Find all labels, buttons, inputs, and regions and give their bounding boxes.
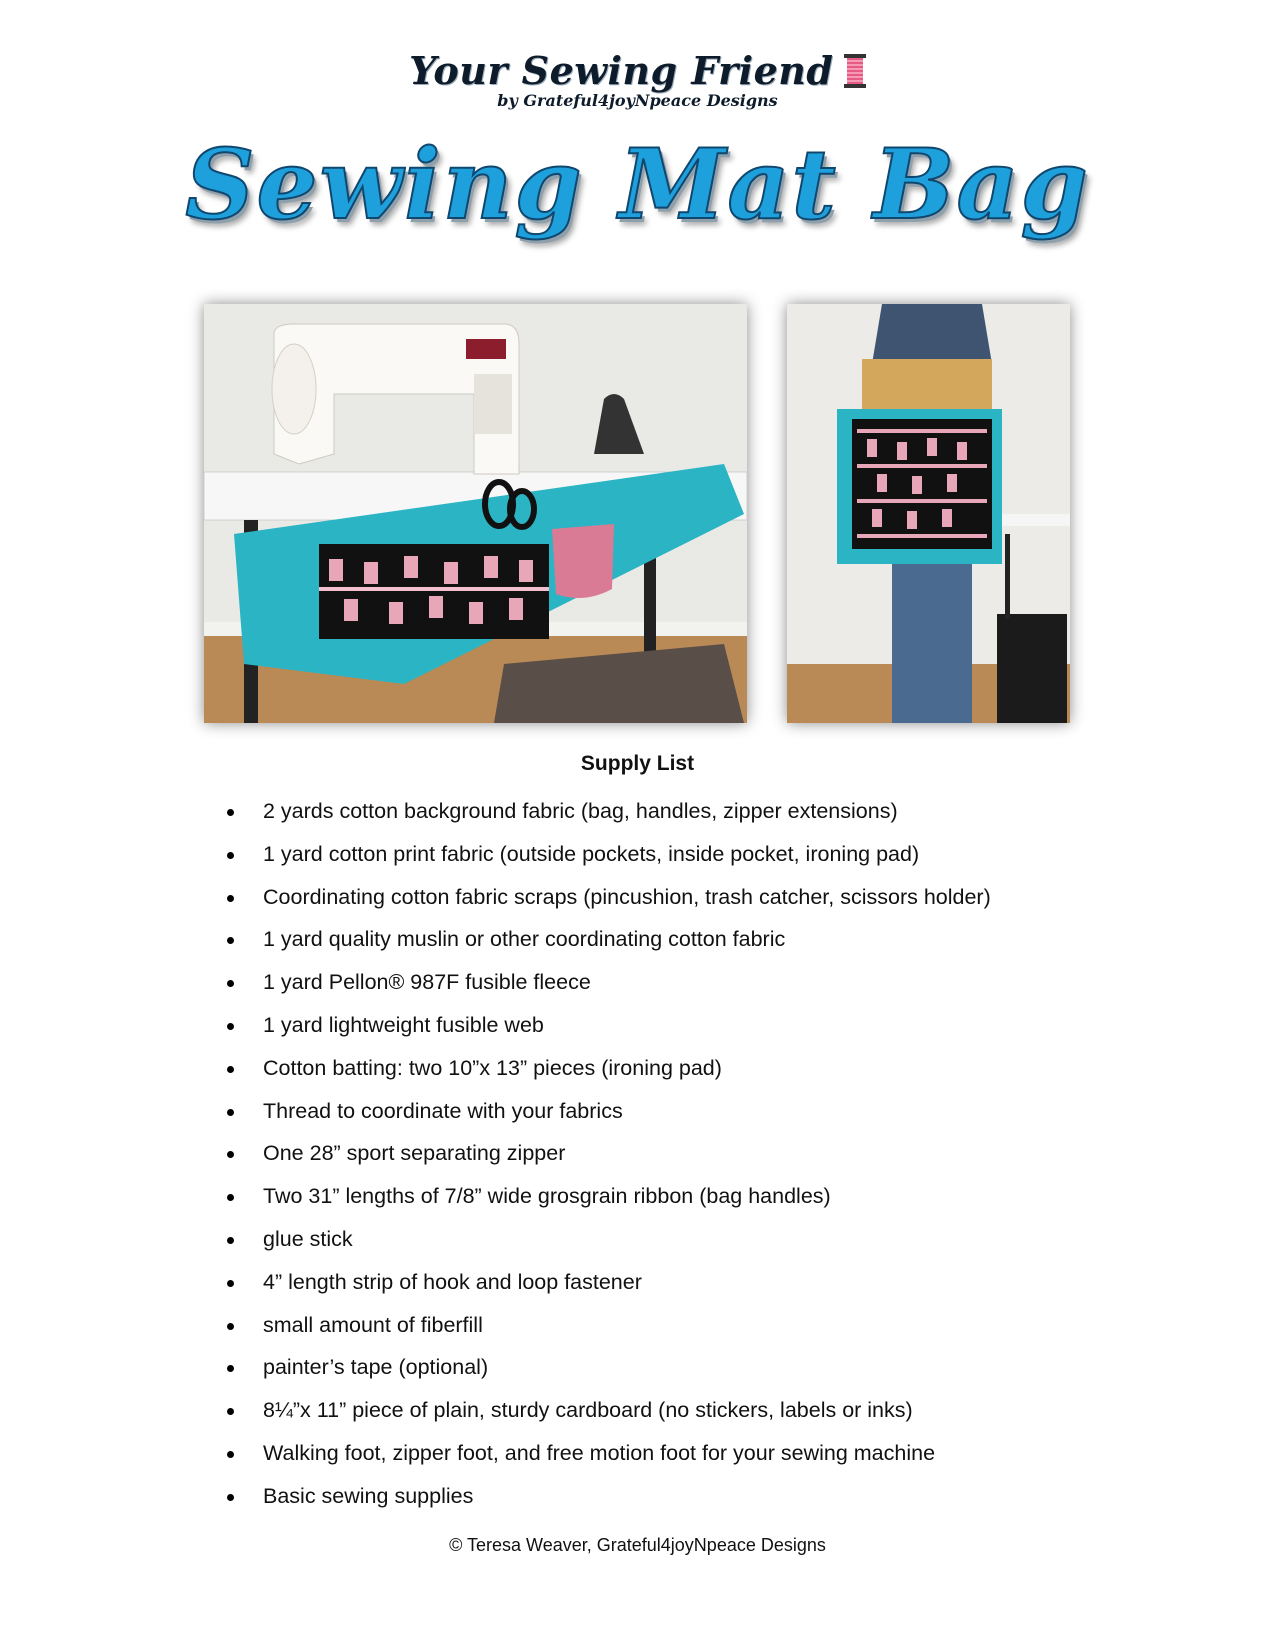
bullet-icon (227, 895, 234, 902)
list-item-text: Cotton batting: two 10”x 13” pieces (ironing pad) (263, 1055, 722, 1080)
list-item-text: 2 yards cotton background fabric (bag, handles, zipper extensions) (263, 799, 898, 823)
list-item-text: glue stick (263, 1226, 353, 1251)
bullet-icon (227, 937, 234, 944)
list-item-text: 4” length strip of hook and loop fastener (263, 1269, 642, 1294)
bullet-icon (227, 1194, 234, 1201)
list-item (215, 1047, 1115, 1090)
copyright-footer: © Teresa Weaver, Grateful4joyNpeace Designs (449, 1535, 826, 1555)
list-item-text: 1 yard quality muslin or other coordinating cotton fabric (263, 927, 786, 952)
thread-spool-icon (844, 54, 866, 88)
list-item (215, 918, 1115, 961)
sewing-table-photo (204, 304, 747, 723)
list-item (215, 1218, 1115, 1261)
list-item (215, 1432, 1115, 1475)
bullet-icon (227, 852, 234, 859)
bullet-icon (227, 1023, 234, 1030)
bullet-icon (227, 1451, 234, 1458)
bullet-icon (227, 1365, 234, 1372)
bullet-icon (227, 1494, 234, 1501)
list-item (215, 1304, 1115, 1347)
supply-list-heading: Supply List (580, 752, 695, 775)
list-item (215, 1475, 1115, 1518)
page-title: Sewing Mat Bag (185, 128, 1090, 241)
bullet-icon (227, 1237, 234, 1244)
bullet-icon (227, 1323, 234, 1330)
list-item (215, 790, 1115, 833)
list-item-text: Basic sewing supplies (263, 1483, 474, 1508)
list-item-text: Two 31” lengths of 7/8” wide grosgrain ribbon (bag handles) (263, 1184, 831, 1209)
bullet-icon (227, 1408, 234, 1415)
list-item (215, 1132, 1115, 1175)
list-item-text: small amount of fiberfill (263, 1312, 483, 1337)
list-item-text: 1 yard Pellon® 987F fusible fleece (263, 970, 591, 995)
bullet-icon (227, 980, 234, 987)
list-item-text: 8¼”x 11” piece of plain, sturdy cardboard (no stickers, labels or inks) (263, 1398, 913, 1423)
supply-list (215, 790, 1115, 1518)
list-item (215, 1261, 1115, 1304)
brand-title: Your Sewing Friend (409, 48, 834, 93)
list-item (215, 833, 1115, 876)
list-item (215, 1346, 1115, 1389)
list-item (215, 961, 1115, 1004)
list-item (215, 1389, 1115, 1432)
carrying-bag-photo (787, 304, 1070, 723)
list-item-text: Walking foot, zipper foot, and free motion foot for your sewing machine (263, 1440, 936, 1465)
list-item-text: 1 yard lightweight fusible web (263, 1012, 544, 1037)
list-item-text: One 28” sport separating zipper (263, 1141, 566, 1166)
brand-logo (0, 48, 1275, 110)
list-item (215, 1004, 1115, 1047)
bullet-icon (227, 1109, 234, 1116)
bullet-icon (227, 1280, 234, 1287)
list-item (215, 876, 1115, 919)
list-item (215, 1175, 1115, 1218)
list-item-text: Coordinating cotton fabric scraps (pincushion, trash catcher, scissors holder) (263, 884, 991, 909)
list-item-text: painter’s tape (optional) (263, 1355, 489, 1380)
bullet-icon (227, 1151, 234, 1158)
list-item-text: 1 yard cotton print fabric (outside pockets, inside pocket, ironing pad) (263, 841, 920, 866)
brand-subtitle: by Grateful4joyNpeace Designs (497, 91, 778, 110)
bullet-icon (227, 1066, 234, 1073)
list-item (215, 1090, 1115, 1133)
bullet-icon (227, 809, 234, 816)
list-item-text: Thread to coordinate with your fabrics (263, 1098, 623, 1123)
